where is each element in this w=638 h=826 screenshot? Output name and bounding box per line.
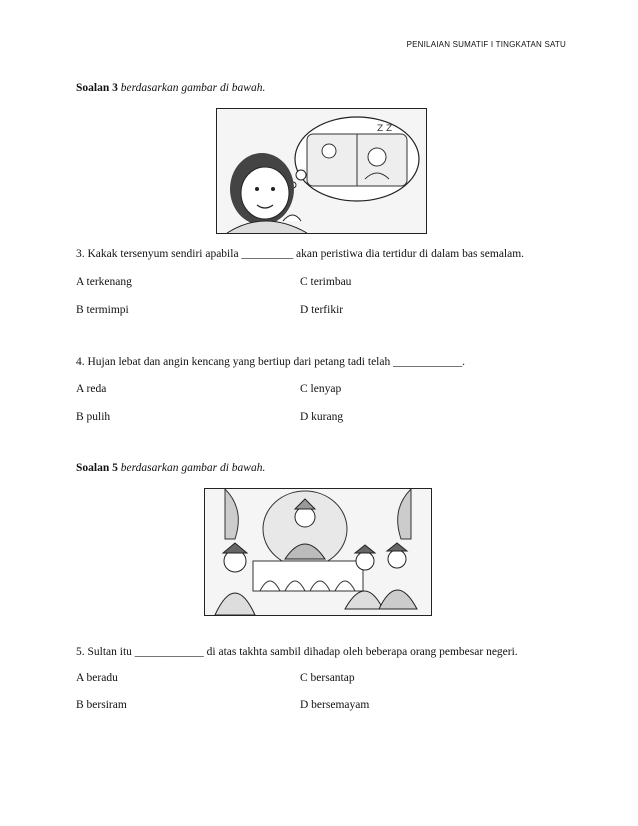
question-4-text: 4. Hujan lebat dan angin kencang yang bertiup dari petang tadi telah ____________. bbox=[76, 356, 465, 368]
q4-option-a[interactable]: A reda bbox=[76, 383, 107, 395]
page-header: PENILAIAN SUMATIF I TINGKATAN SATU bbox=[406, 40, 566, 49]
question-5-text: 5. Sultan itu ____________ di atas takhta sambil dihadap oleh beberapa orang pembesar negeri. bbox=[76, 646, 518, 658]
section-intro-soalan-3 bbox=[76, 82, 265, 94]
q4-option-d[interactable]: D kurang bbox=[300, 411, 344, 423]
q3-option-d[interactable]: D terfikir bbox=[300, 304, 344, 316]
intro-italic: berdasarkan gambar di bawah. bbox=[117, 462, 266, 474]
daydream-illustration bbox=[217, 109, 426, 233]
intro-italic: berdasarkan gambar di bawah. bbox=[117, 82, 266, 94]
q5-option-d[interactable]: D bersemayam bbox=[300, 699, 370, 711]
q5-option-c[interactable]: C bersantap bbox=[300, 672, 355, 684]
intro-bold: Soalan 5 bbox=[76, 462, 118, 474]
illustration-sultan-on-throne bbox=[204, 488, 432, 616]
q5-option-b[interactable]: B bersiram bbox=[76, 699, 127, 711]
intro-bold: Soalan 3 bbox=[76, 82, 118, 94]
q5-option-a[interactable]: A beradu bbox=[76, 672, 118, 684]
section-intro-soalan-5 bbox=[76, 462, 265, 474]
q3-option-b[interactable]: B termimpi bbox=[76, 304, 129, 316]
q4-option-b[interactable]: B pulih bbox=[76, 411, 111, 423]
svg-text:Z Z: Z Z bbox=[377, 124, 393, 134]
q3-option-c[interactable]: C terimbau bbox=[300, 276, 352, 288]
sultan-illustration bbox=[205, 489, 431, 615]
question-3-text: 3. Kakak tersenyum sendiri apabila _________ akan peristiwa dia tertidur di dalam bas semalam. bbox=[76, 248, 525, 260]
illustration-girl-daydreaming bbox=[216, 108, 427, 234]
q4-option-c[interactable]: C lenyap bbox=[300, 383, 342, 395]
q3-option-a[interactable]: A terkenang bbox=[76, 276, 132, 288]
